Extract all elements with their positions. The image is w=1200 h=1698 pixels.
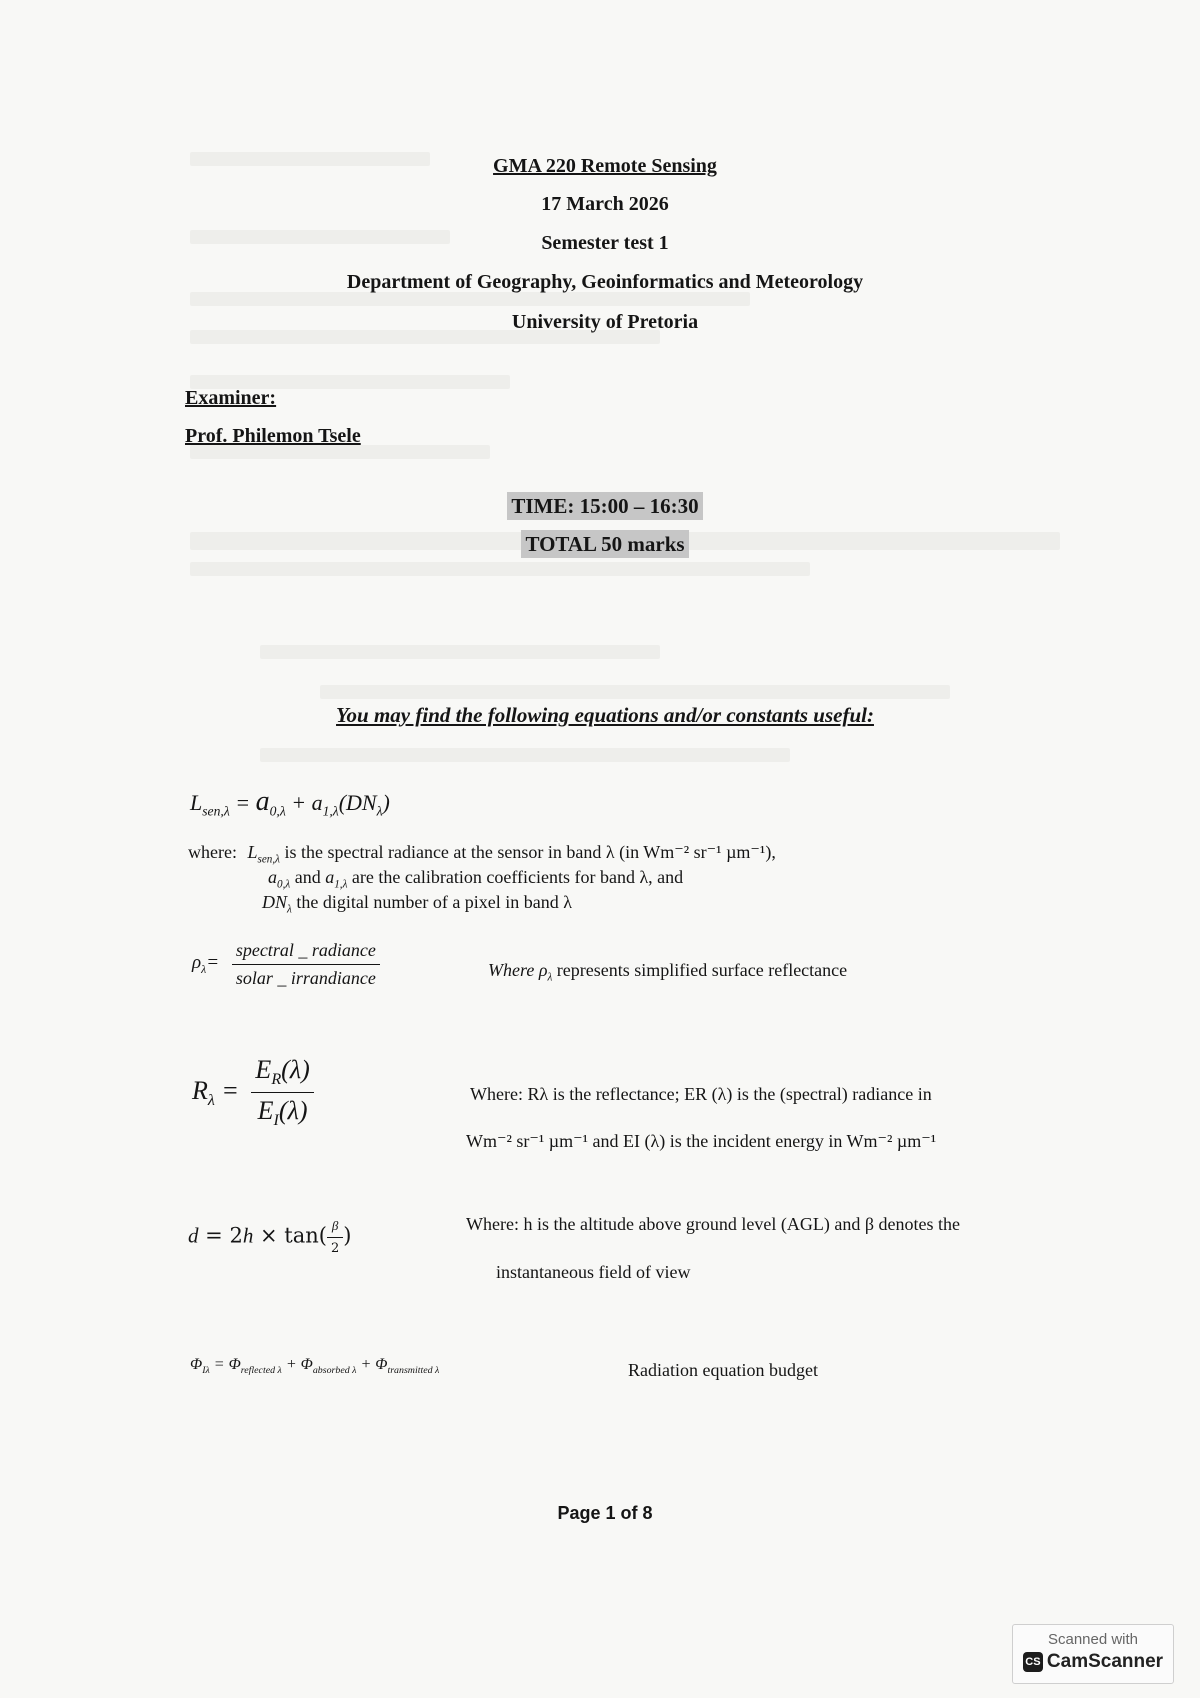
- equation-radiation-budget: $\Phi_{I\lambda} = \Phi_{reflected \lambda} + \Phi_{absorbed \lambda} + \Phi_{transmitted \lambda}$: [190, 1356, 440, 1377]
- test-date: 17 March 2026: [541, 193, 669, 215]
- eq1-and: and: [294, 867, 321, 887]
- equation-swath: d = 2h × tan( $\frac{\beta}{2}$ ): [188, 1218, 352, 1256]
- examiner-name: Prof. Philemon Tsele: [185, 425, 361, 447]
- watermark-brand: CamScanner: [1046, 1651, 1164, 1672]
- time-text: TIME: 15:00 – 16:30: [507, 492, 702, 520]
- equation-reflectance-simple: $\rho_\lambda=$ $\frac{\text{spectral \_ radiance}}{\text{solar \_ irrandiance}}$: [192, 940, 380, 989]
- eq5-note: Radiation equation budget: [628, 1360, 818, 1380]
- camscanner-watermark: [1012, 1624, 1174, 1684]
- equation-reflectance-ratio: $R_\lambda$ = $\frac{E_R(\lambda)}{E_I(\lambda)}$: [192, 1055, 314, 1130]
- page-number: Page 1 of 8: [557, 1503, 653, 1523]
- eq1-line1-text: is the spectral radiance at the sensor in band λ (in Wm⁻² sr⁻¹ µm⁻¹),: [284, 842, 776, 862]
- total-info: [0, 532, 1200, 557]
- eq2-symbol-rho: $\rho_\lambda$: [538, 960, 553, 984]
- eq2-numerator: spectral _ radiance: [232, 940, 380, 965]
- department: Department of Geography, Geoinformatics and Meteorology: [346, 271, 864, 293]
- camscanner-logo-icon: CS: [1023, 1652, 1043, 1672]
- eq4-line1: Where: h is the altitude above ground level (AGL) and β denotes the: [466, 1214, 960, 1234]
- equations-heading: You may find the following equations and/or constants useful:: [336, 703, 874, 727]
- eq1-symbol-a1: $a_{1,\lambda}$: [325, 867, 348, 891]
- eq1-line2: [268, 867, 683, 891]
- eq1-line2-text: are the calibration coefficients for band λ, and: [351, 867, 684, 887]
- examiner-label: Examiner:: [185, 387, 277, 409]
- course-title: GMA 220 Remote Sensing: [493, 155, 717, 177]
- equation-radiance: $L_{sen,\lambda} = a_{0,\lambda} + a_{1,\lambda}(DN_\lambda)$: [190, 786, 390, 819]
- eq1-symbol-dn: $DN_\lambda$: [262, 892, 292, 916]
- total-text: TOTAL 50 marks: [521, 530, 688, 558]
- time-info: [0, 494, 1200, 519]
- eq1-symbol-a0: $a_{0,\lambda}$: [268, 867, 291, 891]
- eq3-line2: Wm⁻² sr⁻¹ µm⁻¹ and EI (λ) is the incident energy in Wm⁻² µm⁻¹: [466, 1131, 937, 1151]
- eq2-denominator: solar _ irrandiance: [235, 968, 376, 988]
- eq1-where-line1: [188, 842, 776, 866]
- eq1-symbol-L: $L_{sen,\lambda}$: [247, 842, 280, 866]
- eq1-line3-text: the digital number of a pixel in band λ: [296, 892, 573, 912]
- test-name: Semester test 1: [541, 232, 669, 254]
- eq1-line3: [262, 892, 572, 916]
- eq2-note: [488, 960, 847, 984]
- eq2-note-prefix: Where: [488, 960, 535, 980]
- watermark-caption: Scanned with: [1047, 1631, 1139, 1648]
- eq2-note-text: represents simplified surface reflectance: [556, 960, 848, 980]
- eq4-line2: instantaneous field of view: [496, 1262, 691, 1282]
- eq1-where-label: where:: [188, 842, 237, 862]
- eq3-line1: Where: Rλ is the reflectance; ER (λ) is the (spectral) radiance in: [470, 1084, 932, 1104]
- university: University of Pretoria: [511, 311, 699, 333]
